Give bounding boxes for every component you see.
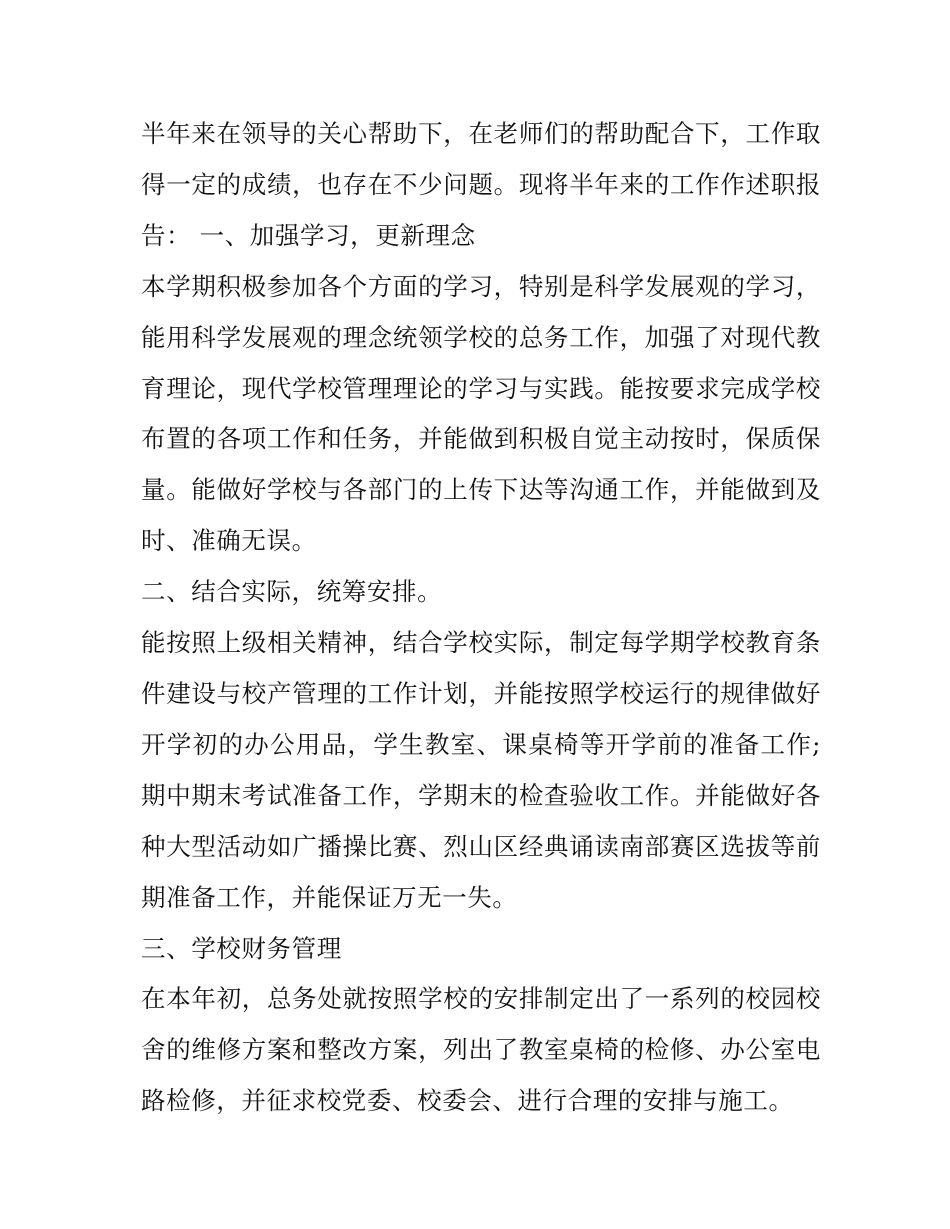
paragraph-planning: 能按照上级相关精神，结合学校实际，制定每学期学校教育条件建设与校产管理的工作计划，并能按照学校运行的规律做好开学初的办公用品，学生教室、课桌椅等开学前的准备工作;期中期末考试准备工作，学期末的检查验收工作。并能做好各种大型活动如广播操比赛、烈山区经典诵读南部赛区选拔等前期准备工作，并能保证万无一失。: [141, 628, 821, 912]
paragraph-finance: 在本年初，总务处就按照学校的安排制定出了一系列的校园校舍的维修方案和整改方案，列出了教室桌椅的检修、办公室电路检修，并征求校党委、校委会、进行合理的安排与施工。: [141, 984, 821, 1116]
section-heading-finance: 三、学校财务管理: [141, 933, 342, 963]
document-body: [141, 109, 821, 1127]
section-heading-planning: 二、结合实际，统筹安排。: [141, 577, 443, 607]
paragraph-intro: 半年来在领导的关心帮助下，在老师们的帮助配合下，工作取得一定的成绩，也存在不少问题。现将半年来的工作作述职报告： 一、加强学习，更新理念: [141, 119, 821, 250]
paragraph-learning: 本学期积极参加各个方面的学习，特别是科学发展观的学习，能用科学发展观的理念统领学校的总务工作，加强了对现代教育理论，现代学校管理理论的学习与实践。能按要求完成学校布置的各项工作和任务，并能做到积极自觉主动按时，保质保量。能做好学校与各部门的上传下达等沟通工作，并能做到及时、准确无误。: [141, 271, 821, 556]
